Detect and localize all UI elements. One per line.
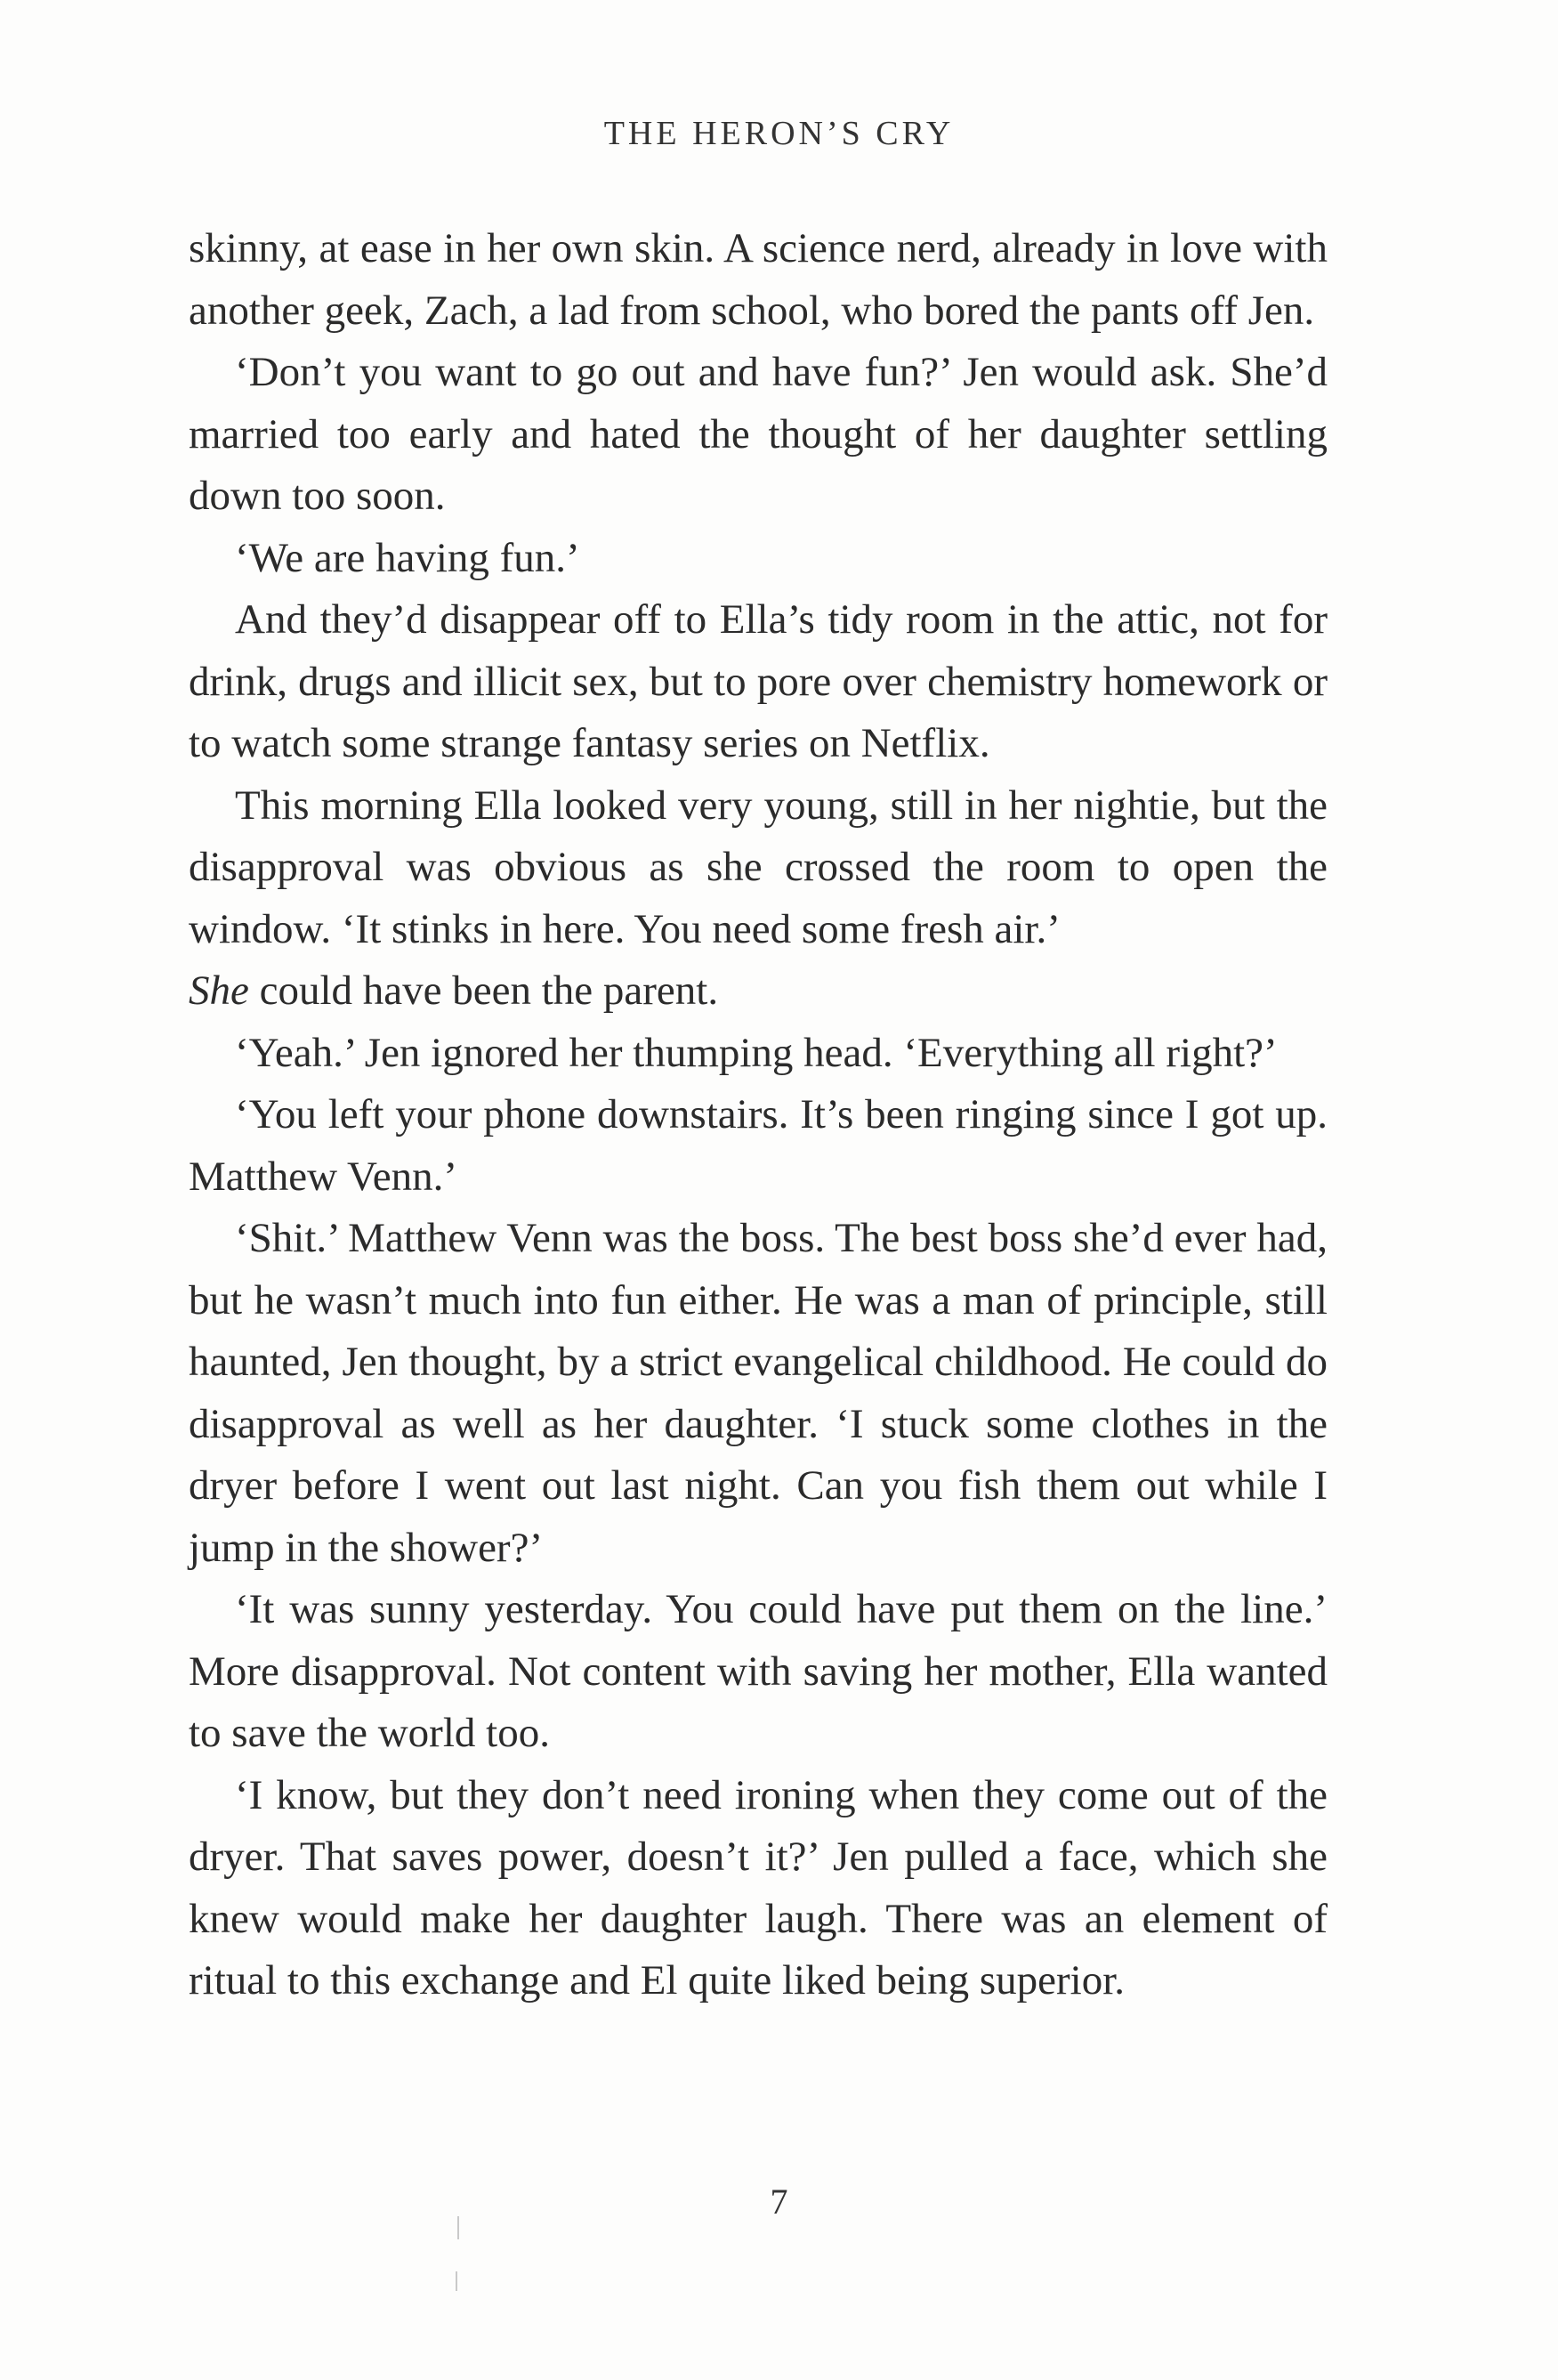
paragraph-1: skinny, at ease in her own skin. A science nerd, already in love with another geek, Zach, a lad from school, who bored the pants off Jen.: [189, 225, 1328, 334]
scan-mark: [457, 2216, 459, 2239]
paragraph-6: [189, 960, 1328, 1023]
paragraph-11: ‘I know, but they don’t need ironing when they come out of the dryer. That saves power, doesn’t it?’ Jen pulled a face, which she knew would make her daughter laugh. There was an element of ritual to this exchange and El quite liked being superior.: [189, 1771, 1328, 2004]
paragraph-10: ‘It was sunny yesterday. You could have put them on the line.’ More disapproval. Not content with saving her mother, Ella wanted to save the world too.: [189, 1586, 1328, 1756]
body-text: [189, 218, 1328, 2012]
paragraph-9: ‘Shit.’ Matthew Venn was the boss. The best boss she’d ever had, but he wasn’t much into fun either. He was a man of principle, still haunted, Jen thought, by a strict evangelical childhood. He could do disapproval as well as her daughter. ‘I stuck some clothes in the dryer before I went out last night. Can you fish them out while I jump in the shower?’: [189, 1215, 1328, 1571]
paragraph-3: ‘We are having fun.’: [235, 534, 580, 581]
paragraph-5: This morning Ella looked very young, still in her nightie, but the disapproval was obvious as she crossed the room to open the window. ‘It stinks in here. You need some fresh air.’: [189, 781, 1328, 952]
paragraph-4: And they’d disappear off to Ella’s tidy room in the attic, not for drink, drugs and illicit sex, but to pore over chemistry homework or to watch some strange fantasy series on Netflix.: [189, 596, 1328, 766]
running-head: THE HERON’S CRY: [603, 115, 955, 152]
paragraph-7: ‘Yeah.’ Jen ignored her thumping head. ‘Everything all right?’: [235, 1029, 1278, 1076]
paragraph-6-rest: could have been the parent.: [248, 967, 719, 1014]
page-number: 7: [770, 2182, 788, 2222]
paragraph-2: ‘Don’t you want to go out and have fun?’ Jen would ask. She’d married too early and hated the thought of her daughter settling down too soon.: [189, 349, 1328, 519]
paragraph-8: ‘You left your phone downstairs. It’s been ringing since I got up. Matthew Venn.’: [189, 1091, 1328, 1200]
emphasis-she: She: [189, 967, 249, 1014]
scan-mark: [456, 2271, 457, 2291]
